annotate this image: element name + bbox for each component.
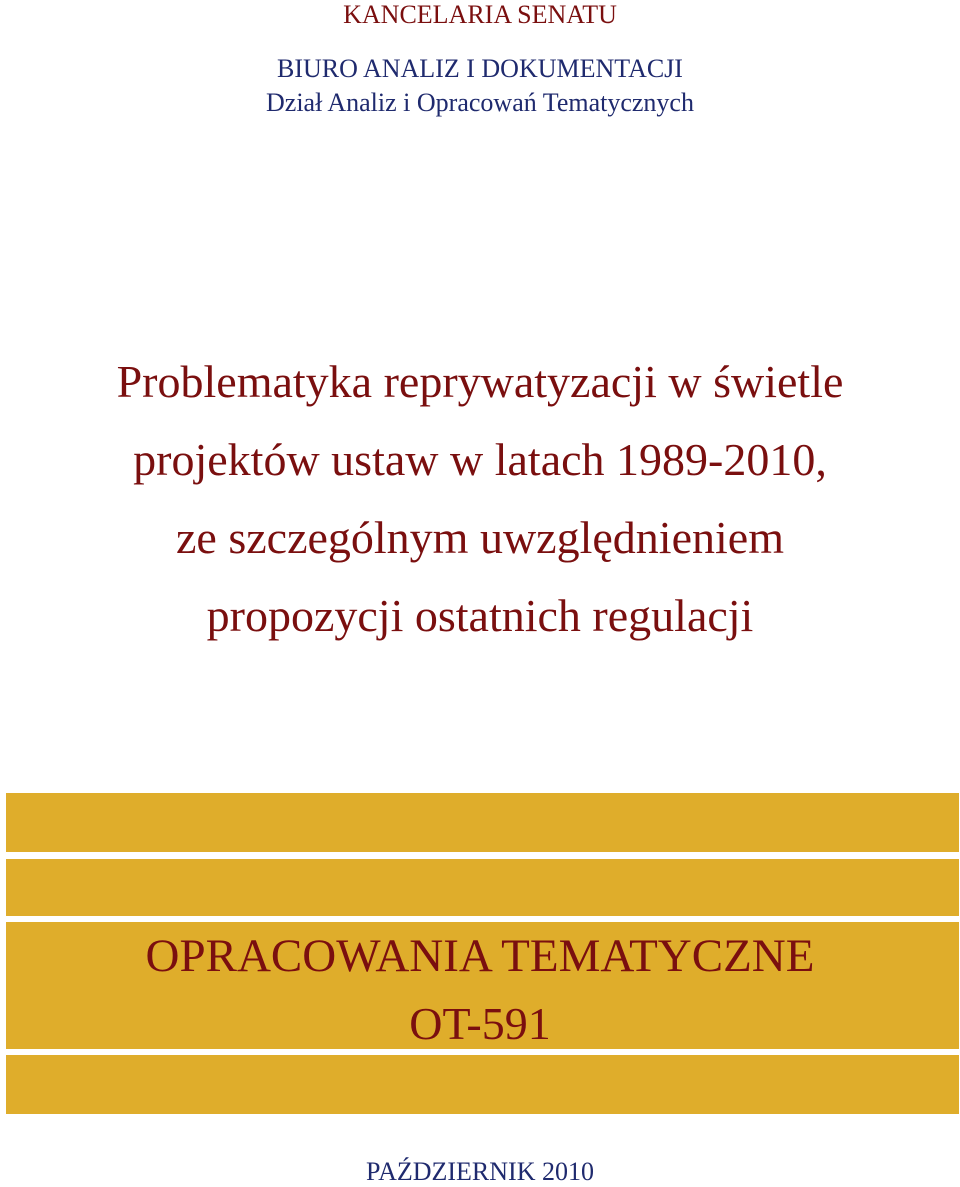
document-title-line-4: propozycji ostatnich regulacji [206, 590, 754, 641]
document-title-line-3: ze szczególnym uwzględnieniem [176, 512, 784, 563]
department-name: Dział Analiz i Opracowań Tematycznych [266, 88, 694, 117]
decorative-band-4 [6, 1055, 959, 1114]
bureau-name: BIURO ANALIZ I DOKUMENTACJI [277, 54, 683, 83]
publication-date: PAŹDZIERNIK 2010 [366, 1157, 594, 1186]
document-title-line-2: projektów ustaw w latach 1989-2010, [133, 434, 827, 485]
decorative-band-2 [6, 859, 959, 916]
series-number: OT-591 [409, 998, 551, 1049]
document-title-line-1: Problematyka reprywatyzacji w świetle [116, 356, 844, 407]
institution-name: KANCELARIA SENATU [343, 0, 617, 29]
decorative-band-1 [6, 793, 959, 852]
series-title: OPRACOWANIA TEMATYCZNE [145, 930, 815, 982]
